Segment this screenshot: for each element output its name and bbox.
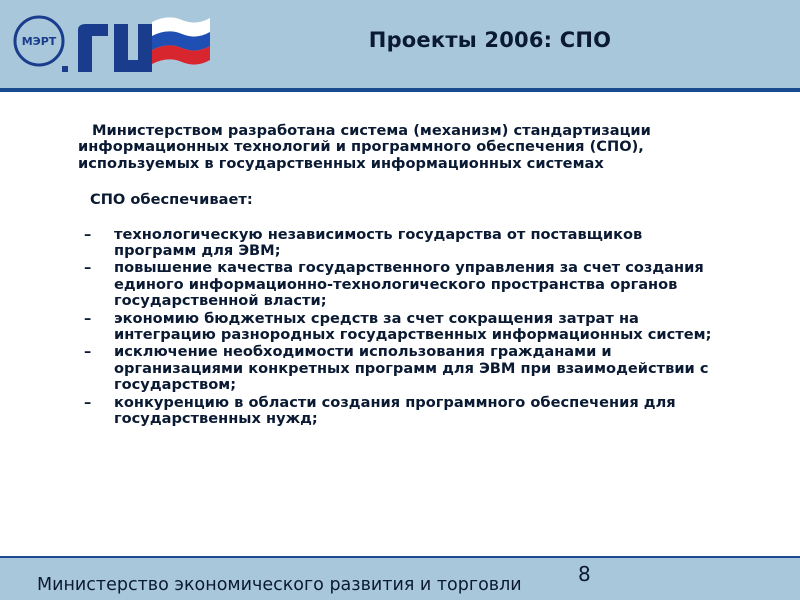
dash-bullet-icon: – [84, 393, 92, 411]
logo-dot [62, 66, 68, 72]
list-item [0, 227, 718, 260]
dash-bullet-icon: – [84, 343, 92, 361]
svg-text:МЭРТ: МЭРТ [21, 35, 57, 48]
dash-bullet-icon: – [84, 309, 92, 327]
list-item-text: повышение качества государственного управления за счет создания единого информационно-технологического пространства органов государственной власти; [114, 259, 704, 310]
header-divider [0, 88, 800, 92]
russian-flag-icon [148, 8, 212, 72]
list-item-text: экономию бюджетных средств за счет сокращения затрат на интеграцию разнородных государственных информационных систем; [114, 309, 712, 344]
list-item-text: исключение необходимости использования гражданами и организациями конкретных программ для ЭВМ при взаимодействии с государством; [114, 343, 709, 394]
list-item [0, 311, 718, 344]
benefit-list [0, 227, 718, 428]
list-item [0, 395, 718, 428]
page-number: 8 [578, 562, 591, 586]
slide-content [78, 123, 718, 429]
subheading: СПО обеспечивает: [90, 191, 253, 209]
list-item [0, 344, 718, 393]
list-item-text: конкуренцию в области создания программного обеспечения для государственных нужд; [114, 393, 676, 428]
dash-bullet-icon: – [84, 259, 92, 277]
page-title: Проекты 2006: СПО [368, 28, 612, 52]
dash-bullet-icon: – [84, 225, 92, 243]
mert-logo-icon [12, 14, 66, 68]
list-item [0, 260, 718, 309]
intro-paragraph: Министерством разработана система (механизм) стандартизации информационных технологий и программного обеспечения (СПО), используемых в государственных информационных системах [78, 122, 651, 172]
list-item-text: технологическую независимость государства от поставщиков программ для ЭВМ; [114, 225, 643, 260]
footer-ministry-name: Министерство экономического развития и торговли [37, 575, 522, 595]
